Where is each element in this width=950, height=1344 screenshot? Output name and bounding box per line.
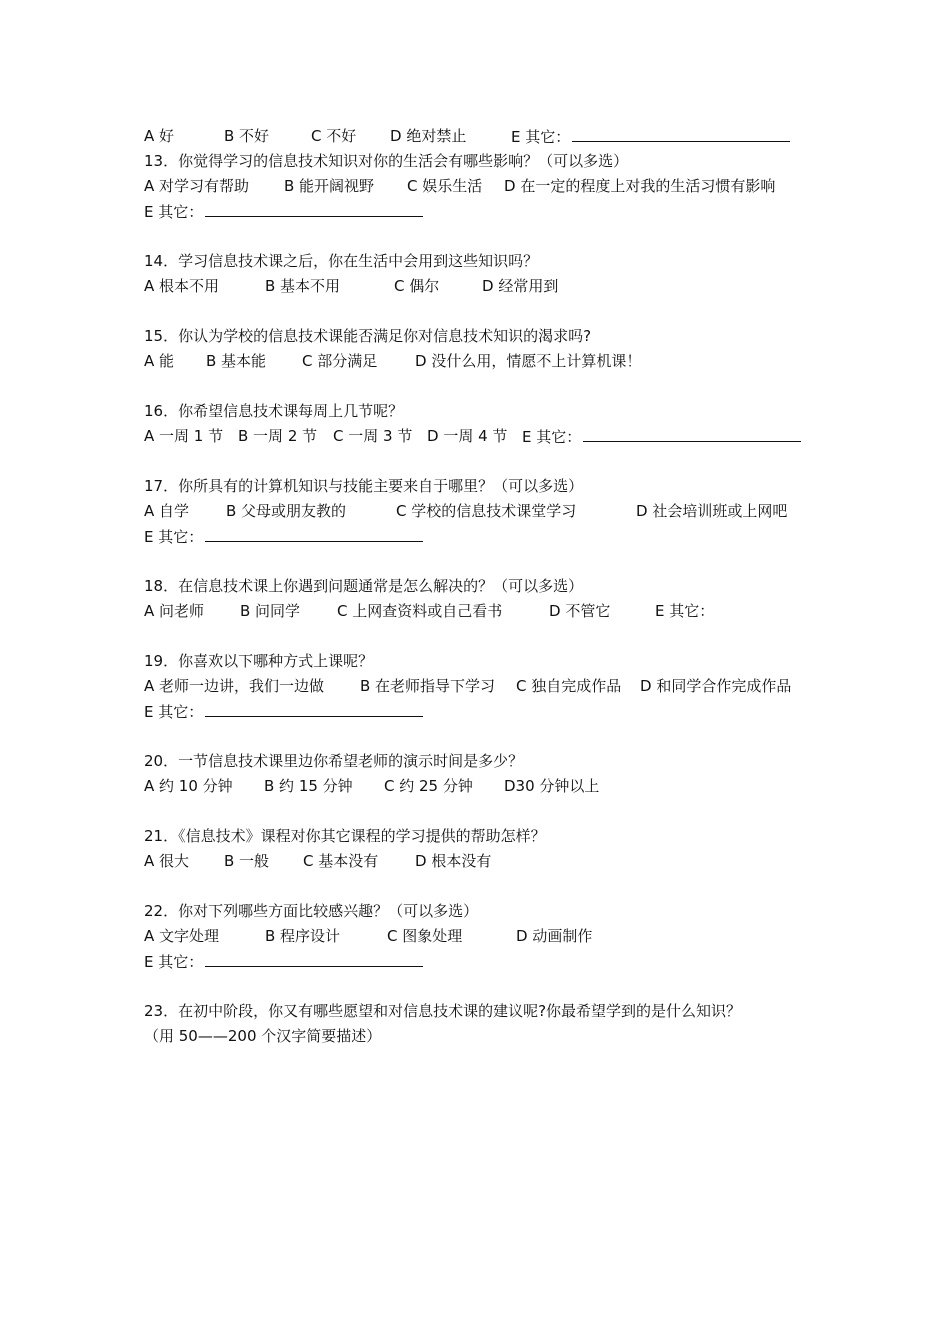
q12-option-d[interactable]: D 绝对禁止: [390, 127, 467, 145]
q20-question: 20．一节信息技术课里边你希望老师的演示时间是多少？: [144, 752, 524, 770]
q21-option-c[interactable]: C 基本没有: [303, 852, 379, 870]
q18-question: 18．在信息技术课上你遇到问题通常是怎么解决的？（可以多选）: [144, 577, 584, 595]
q22-other-blank[interactable]: [205, 949, 423, 967]
q13-question: 13．你觉得学习的信息技术知识对你的生活会有哪些影响？（可以多选）: [144, 152, 629, 170]
q15-option-a[interactable]: A 能: [144, 352, 175, 370]
q15-option-d[interactable]: D 没什么用，情愿不上计算机课！: [415, 352, 642, 370]
q20-option-d[interactable]: D30 分钟以上: [504, 777, 600, 795]
q15-options: [144, 349, 824, 374]
q14-question: 14．学习信息技术课之后，你在生活中会用到这些知识吗？: [144, 252, 539, 270]
q16-other-blank[interactable]: [583, 424, 801, 442]
q16-option-a[interactable]: A 一周 1 节: [144, 427, 224, 445]
q17-other: E 其它：: [144, 524, 824, 549]
q21-question: 21．《信息技术》课程对你其它课程的学习提供的帮助怎样？: [144, 827, 546, 845]
q22-option-a[interactable]: A 文字处理: [144, 927, 220, 945]
q12-option-e: E 其它：: [511, 124, 790, 150]
q18-option-b[interactable]: B 问同学: [240, 602, 301, 620]
q21-option-b[interactable]: B 一般: [224, 852, 270, 870]
q19-options: [144, 674, 824, 699]
q15-option-c[interactable]: C 部分满足: [302, 352, 378, 370]
q17-option-c[interactable]: C 学校的信息技术课堂学习: [396, 502, 577, 520]
q23-question: 23．在初中阶段，你又有哪些愿望和对信息技术课的建议呢?你最希望学到的是什么知识？: [144, 1002, 742, 1020]
q19-option-d[interactable]: D 和同学合作完成作品: [640, 677, 792, 695]
q12-other-blank[interactable]: [572, 124, 790, 142]
q18-option-c[interactable]: C 上网查资料或自己看书: [337, 602, 503, 620]
q18-option-d[interactable]: D 不管它: [549, 602, 611, 620]
q17-options: [144, 499, 824, 524]
q17-option-d[interactable]: D 社会培训班或上网吧: [636, 502, 788, 520]
q16-question: 16．你希望信息技术课每周上几节呢？: [144, 402, 404, 420]
q17-option-a[interactable]: A 自学: [144, 502, 190, 520]
q21-option-d[interactable]: D 根本没有: [415, 852, 492, 870]
q13-option-c[interactable]: C 娱乐生活: [407, 177, 483, 195]
q21-options: [144, 849, 824, 874]
q13-options: [144, 174, 824, 199]
q13-other: E 其它：: [144, 199, 824, 224]
q15-option-b[interactable]: B 基本能: [206, 352, 267, 370]
q17-option-b[interactable]: B 父母或朋友教的: [226, 502, 347, 520]
q22-question: 22．你对下列哪些方面比较感兴趣？（可以多选）: [144, 902, 479, 920]
q12-option-b[interactable]: B 不好: [224, 127, 270, 145]
q16-option-b[interactable]: B 一周 2 节: [238, 427, 318, 445]
q14-option-d[interactable]: D 经常用到: [482, 277, 559, 295]
q16-option-e: E 其它：: [522, 424, 801, 450]
q18-options: [144, 599, 824, 624]
q16-option-d[interactable]: D 一周 4 节: [427, 427, 508, 445]
q20-option-a[interactable]: A 约 10 分钟: [144, 777, 233, 795]
q19-other-blank[interactable]: [205, 699, 423, 717]
q19-option-c[interactable]: C 独自完成作品: [516, 677, 622, 695]
q22-option-d[interactable]: D 动画制作: [516, 927, 593, 945]
q14-options: [144, 274, 824, 299]
q22-options: [144, 924, 824, 949]
q20-option-c[interactable]: C 约 25 分钟: [384, 777, 473, 795]
q20-options: [144, 774, 824, 799]
q12-option-a[interactable]: A 好: [144, 127, 175, 145]
q19-other: E 其它：: [144, 699, 824, 724]
q17-other-blank[interactable]: [205, 524, 423, 542]
q14-option-a[interactable]: A 根本不用: [144, 277, 220, 295]
q13-other-blank[interactable]: [205, 199, 423, 217]
q13-option-a[interactable]: A 对学习有帮助: [144, 177, 250, 195]
q22-option-c[interactable]: C 图象处理: [387, 927, 463, 945]
q19-question: 19．你喜欢以下哪种方式上课呢？: [144, 652, 374, 670]
questionnaire: [144, 124, 824, 1049]
q15-question: 15．你认为学校的信息技术课能否满足你对信息技术知识的渴求吗?: [144, 327, 592, 345]
q14-option-b[interactable]: B 基本不用: [265, 277, 341, 295]
q18-option-a[interactable]: A 问老师: [144, 602, 205, 620]
q16-options: [144, 424, 824, 449]
q13-option-b[interactable]: B 能开阔视野: [284, 177, 375, 195]
q17-question: 17．你所具有的计算机知识与技能主要来自于哪里？（可以多选）: [144, 477, 584, 495]
q18-option-e[interactable]: E 其它：: [655, 602, 715, 620]
q12-options: [144, 124, 824, 149]
q22-other: E 其它：: [144, 949, 824, 974]
q19-option-b[interactable]: B 在老师指导下学习: [360, 677, 496, 695]
q20-option-b[interactable]: B 约 15 分钟: [264, 777, 353, 795]
q16-option-c[interactable]: C 一周 3 节: [333, 427, 413, 445]
q12-option-c[interactable]: C 不好: [311, 127, 357, 145]
q23-note: （用 50——200 个汉字简要描述）: [144, 1027, 382, 1045]
q14-option-c[interactable]: C 偶尔: [394, 277, 440, 295]
q13-option-d[interactable]: D 在一定的程度上对我的生活习惯有影响: [504, 177, 776, 195]
q19-option-a[interactable]: A 老师一边讲，我们一边做: [144, 677, 325, 695]
q21-option-a[interactable]: A 很大: [144, 852, 190, 870]
q22-option-b[interactable]: B 程序设计: [265, 927, 341, 945]
